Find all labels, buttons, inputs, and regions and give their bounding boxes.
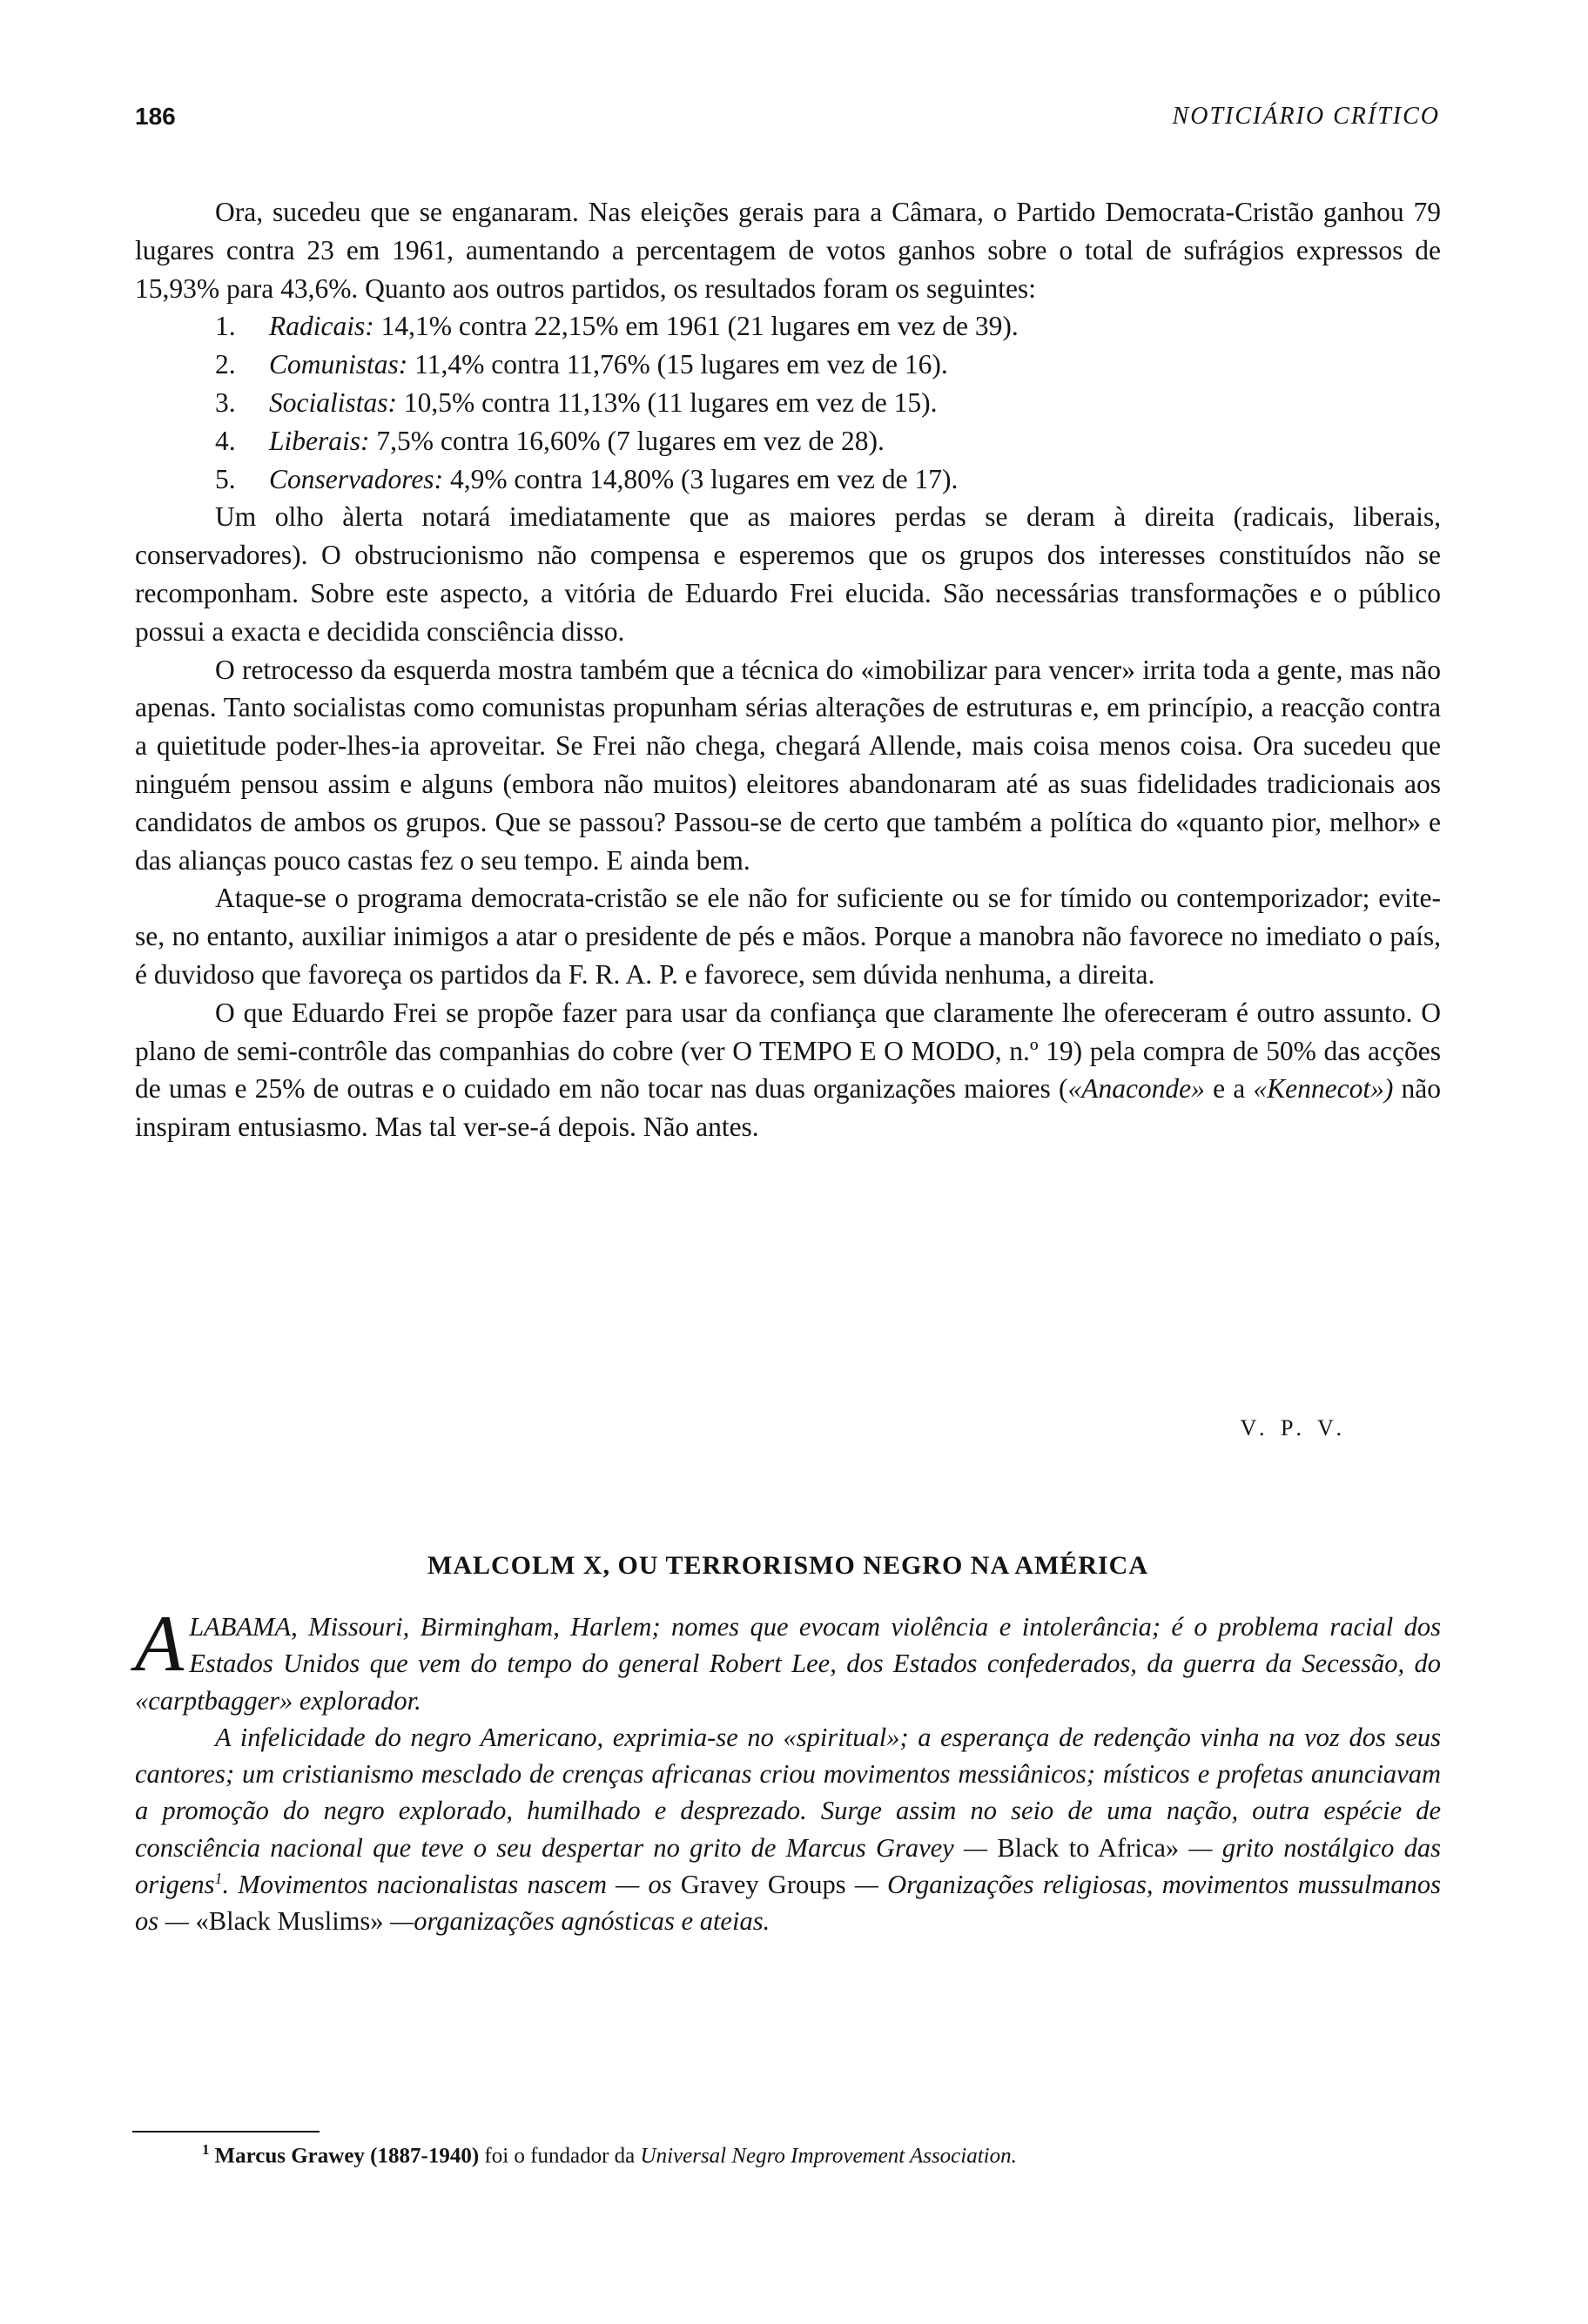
list-item: 2. Comunistas: 11,4% contra 11,76% (15 lugares em vez de 16). (215, 349, 948, 380)
results-list (135, 307, 1441, 498)
list-item: 3. Socialistas: 10,5% contra 11,13% (11 lugares em vez de 15). (215, 386, 938, 418)
paragraph: Ataque-se o programa democrata-cristão se ele não for suficiente ou se for tímido ou contemporizador; evite-se, no entanto, auxiliar inimigos a atar o presidente de pés e mãos. Porque a manobra não favorece no imediato o país, é duvidoso que favoreça os partidos da F. R. A. P. e favorece, sem dúvida nenhuma, a direita. (135, 883, 1441, 990)
page-number: 186 (135, 103, 176, 130)
section-title: MALCOLM X, OU TERRORISMO NEGRO NA AMÉRICA (427, 1551, 1148, 1580)
author-signature: V. P. V. (1240, 1415, 1347, 1441)
running-head: NOTICIÁRIO CRÍTICO (1172, 103, 1440, 130)
article-malcolm-x (135, 1599, 1442, 1940)
paragraph: O retrocesso da esquerda mostra também que a técnica do «imobilizar para vencer» irrita toda a gente, mas não apenas. Tanto socialistas como comunistas propunham sérias alterações de estruturas e, em princípio, a reacção contra a quietitude poder-lhes-ia aproveitar. Se Frei não chega, chegará Allende, mais coisa menos coisa. Ora sucedeu que ninguém pensou assim e alguns (embora não muitos) eleitores abandonaram até as suas fidelidades tradicionais aos candidatos de ambos os grupos. Que se passou? Passou-se de certo que também a política do «quanto pior, melhor» e das alianças pouco castas fez o seu tempo. E ainda bem. (135, 654, 1441, 876)
paragraph: Ora, sucedeu que se enganaram. Nas eleições gerais para a Câmara, o Partido Democrata-Cristão ganhou 79 lugares contra 23 em 1961, aumentando a percentagem de votos ganhos sobre o total de sufrágios expressos de 15,93% para 43,6%. Quanto aos outros partidos, os resultados foram os seguintes: (135, 197, 1441, 304)
article-chile-elections (135, 193, 1441, 1146)
paragraph: A infelicidade do negro Americano, exprimia-se no «spiritual»; a esperança de redenção vinha na voz dos seus cantores; um cristianismo mesclado de crenças africanas criou movimentos messiânicos; místicos e profetas anunciavam a promoção do negro explorado, humilhado e desprezado. Surge assim no seio de uma nação, outra espécie de consciência nacional que teve o seu despertar no grito de Marcus Gravey — Black to Africa» — grito nostálgico das origens$^1$. Movimentos nacionalistas nascem — os Gravey Groups — Organizações religiosas, movimentos mussulmanos os — «Black Muslims» —organizações agnósticas e ateias. (135, 1722, 1442, 1937)
list-item: 4. Liberais: 7,5% contra 16,60% (7 lugares em vez de 28). (215, 425, 885, 456)
drop-cap: A (135, 1599, 185, 1688)
footnote: $^1$ Marcus Grawey (1887-1940) foi o fundador da Universal Negro Improvement Association. (202, 2141, 1017, 2168)
paragraph: O que Eduardo Frei se propõe fazer para usar da confiança que claramente lhe ofereceram é outro assunto. O plano de semi-contrôle das companhias do cobre (ver O TEMPO E O MODO, n.º 19) pela compra de 50% das acções de umas e 25% de outras e o cuidado em não tocar nas duas organizações maiores («Anaconde» e a «Kennecot») não inspiram entusiasmo. Mas tal ver-se-á depois. Não antes. (135, 997, 1441, 1143)
paragraph: ALABAMA, Missouri, Birmingham, Harlem; nomes que evocam violência e intolerância; é o problema racial dos Estados Unidos que vem do tempo do general Robert Lee, dos Estados confederados, da guerra da Secessão, do «carptbagger» explorador. (135, 1599, 1441, 1716)
list-item: 1. Radicais: 14,1% contra 22,15% em 1961 (21 lugares em vez de 39). (215, 311, 1019, 342)
footnote-rule (132, 2131, 320, 2133)
list-item: 5. Conservadores: 4,9% contra 14,80% (3 lugares em vez de 17). (215, 463, 959, 494)
footnote-ref: 1 (214, 1869, 223, 1887)
page-header (135, 103, 1440, 138)
paragraph: Um olho àlerta notará imediatamente que as maiores perdas se deram à direita (radicais, liberais, conservadores). O obstrucionismo não compensa e esperemos que os grupos dos interesses constituídos não se recomponham. Sobre este aspecto, a vitória de Eduardo Frei elucida. São necessárias transformações e o público possui a exacta e decidida consciência disso. (135, 501, 1441, 647)
